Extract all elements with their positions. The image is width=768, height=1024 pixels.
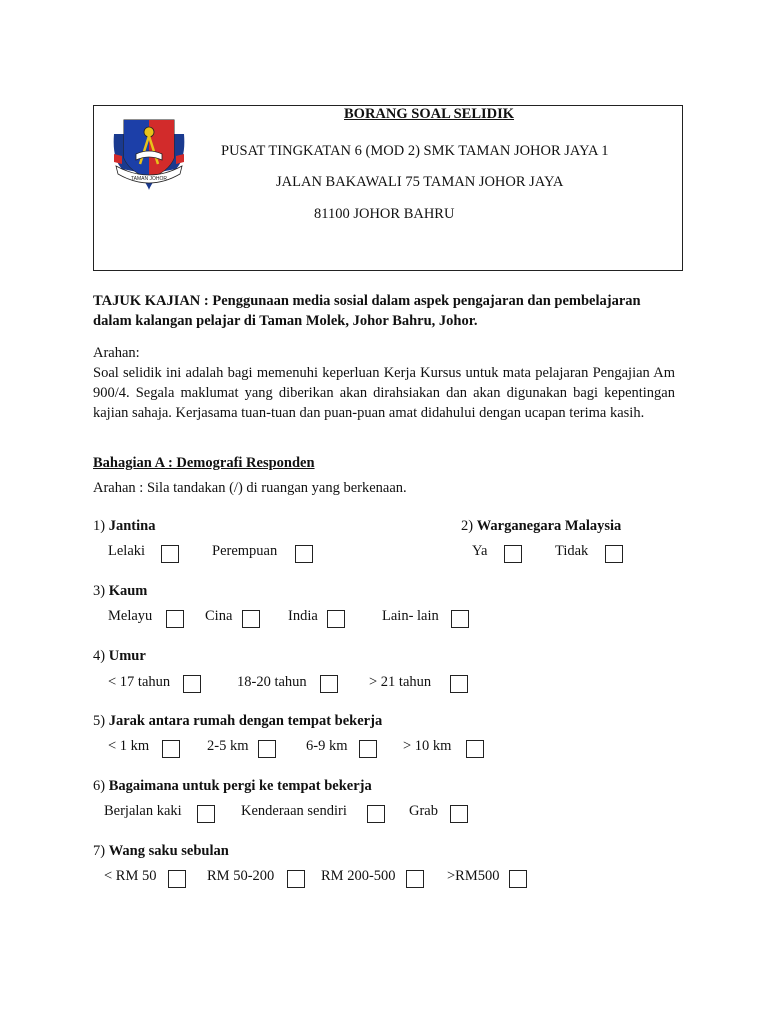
checkbox-cina[interactable] xyxy=(242,610,260,628)
option-label: > 21 tahun xyxy=(369,674,432,690)
option-label: RM 200-500 xyxy=(321,868,396,884)
question-6 xyxy=(93,778,372,795)
checkbox-18-20[interactable] xyxy=(320,675,338,693)
option-label: > 10 km xyxy=(403,738,452,754)
option-label: 6-9 km xyxy=(306,738,348,754)
section-a-instruction: Arahan : Sila tandakan (/) di ruangan yang berkenaan. xyxy=(93,480,407,496)
question-number: 7) xyxy=(93,843,106,859)
section-a-title: Bahagian A : Demografi Responden xyxy=(93,455,315,471)
option-label: Lain- lain xyxy=(382,608,439,624)
checkbox-under-17[interactable] xyxy=(183,675,201,693)
checkbox-grab[interactable] xyxy=(450,805,468,823)
question-7 xyxy=(93,843,229,860)
checkbox-tidak[interactable] xyxy=(605,545,623,563)
question-4 xyxy=(93,648,146,665)
checkbox-lain-lain[interactable] xyxy=(451,610,469,628)
checkbox-over-rm500[interactable] xyxy=(509,870,527,888)
checkbox-ya[interactable] xyxy=(504,545,522,563)
option-label: Cina xyxy=(205,608,233,624)
checkbox-rm50-200[interactable] xyxy=(287,870,305,888)
logo-banner-text: TAMAN JOHOR xyxy=(130,176,168,182)
question-label: Jantina xyxy=(108,518,156,534)
question-number: 3) xyxy=(93,583,106,599)
question-label: Umur xyxy=(108,648,146,664)
question-number: 2) xyxy=(461,518,474,534)
option-label: RM 50-200 xyxy=(207,868,275,884)
question-number: 6) xyxy=(93,778,106,794)
checkbox-melayu[interactable] xyxy=(166,610,184,628)
instructions-body: Soal selidik ini adalah bagi memenuhi keperluan Kerja Kursus untuk mata pelajaran Pengajian Am 900/4. Segala maklumat yang diberikan akan dirahsiakan dan akan digunakan bagi kepentingan kajian sahaja. Kerjasama tuan-tuan dan puan-puan amat didahului dengan ucapan terima kasih. xyxy=(93,365,675,421)
study-title: TAJUK KAJIAN : Penggunaan media sosial dalam aspek pengajaran dan pembelajaran dalam kalangan pelajar di Taman Molek, Johor Bahru, Johor. xyxy=(93,293,641,329)
option-label: Grab xyxy=(409,803,438,819)
form-title: BORANG SOAL SELIDIK xyxy=(344,106,515,122)
school-name: PUSAT TINGKATAN 6 (MOD 2) SMK TAMAN JOHOR JAYA 1 xyxy=(221,143,609,159)
checkbox-2-5km[interactable] xyxy=(258,740,276,758)
option-label: Lelaki xyxy=(108,543,146,559)
question-label: Kaum xyxy=(108,583,148,599)
option-label: >RM500 xyxy=(447,868,500,884)
option-label: < 17 tahun xyxy=(108,674,171,690)
checkbox-berjalan-kaki[interactable] xyxy=(197,805,215,823)
checkbox-rm200-500[interactable] xyxy=(406,870,424,888)
instructions-heading: Arahan: xyxy=(93,345,140,361)
checkbox-india[interactable] xyxy=(327,610,345,628)
option-label: Tidak xyxy=(555,543,589,559)
option-label: 2-5 km xyxy=(207,738,249,754)
option-label: < RM 50 xyxy=(104,868,157,884)
question-number: 4) xyxy=(93,648,106,664)
question-number: 5) xyxy=(93,713,106,729)
checkbox-under-rm50[interactable] xyxy=(168,870,186,888)
header-box xyxy=(93,105,683,271)
school-crest-logo xyxy=(108,114,190,192)
option-label: Ya xyxy=(472,543,488,559)
option-label: 18-20 tahun xyxy=(237,674,307,690)
option-label: India xyxy=(288,608,318,624)
option-label: Kenderaan sendiri xyxy=(241,803,347,819)
question-label: Warganegara Malaysia xyxy=(476,518,622,534)
checkbox-under-1km[interactable] xyxy=(162,740,180,758)
option-label: Berjalan kaki xyxy=(104,803,182,819)
address-line-1: JALAN BAKAWALI 75 TAMAN JOHOR JAYA xyxy=(276,174,564,190)
question-number: 1) xyxy=(93,518,106,534)
address-line-2: 81100 JOHOR BAHRU xyxy=(314,206,455,222)
checkbox-kenderaan-sendiri[interactable] xyxy=(367,805,385,823)
option-label: Melayu xyxy=(108,608,153,624)
checkbox-over-10km[interactable] xyxy=(466,740,484,758)
checkbox-lelaki[interactable] xyxy=(161,545,179,563)
option-label: < 1 km xyxy=(108,738,150,754)
checkbox-perempuan[interactable] xyxy=(295,545,313,563)
question-1 xyxy=(93,518,155,535)
question-label: Bagaimana untuk pergi ke tempat bekerja xyxy=(108,778,372,794)
checkbox-over-21[interactable] xyxy=(450,675,468,693)
question-label: Wang saku sebulan xyxy=(108,843,229,859)
question-5 xyxy=(93,713,382,730)
checkbox-6-9km[interactable] xyxy=(359,740,377,758)
question-2 xyxy=(461,518,621,535)
option-label: Perempuan xyxy=(212,543,278,559)
question-label: Jarak antara rumah dengan tempat bekerja xyxy=(108,713,383,729)
question-3 xyxy=(93,583,147,600)
